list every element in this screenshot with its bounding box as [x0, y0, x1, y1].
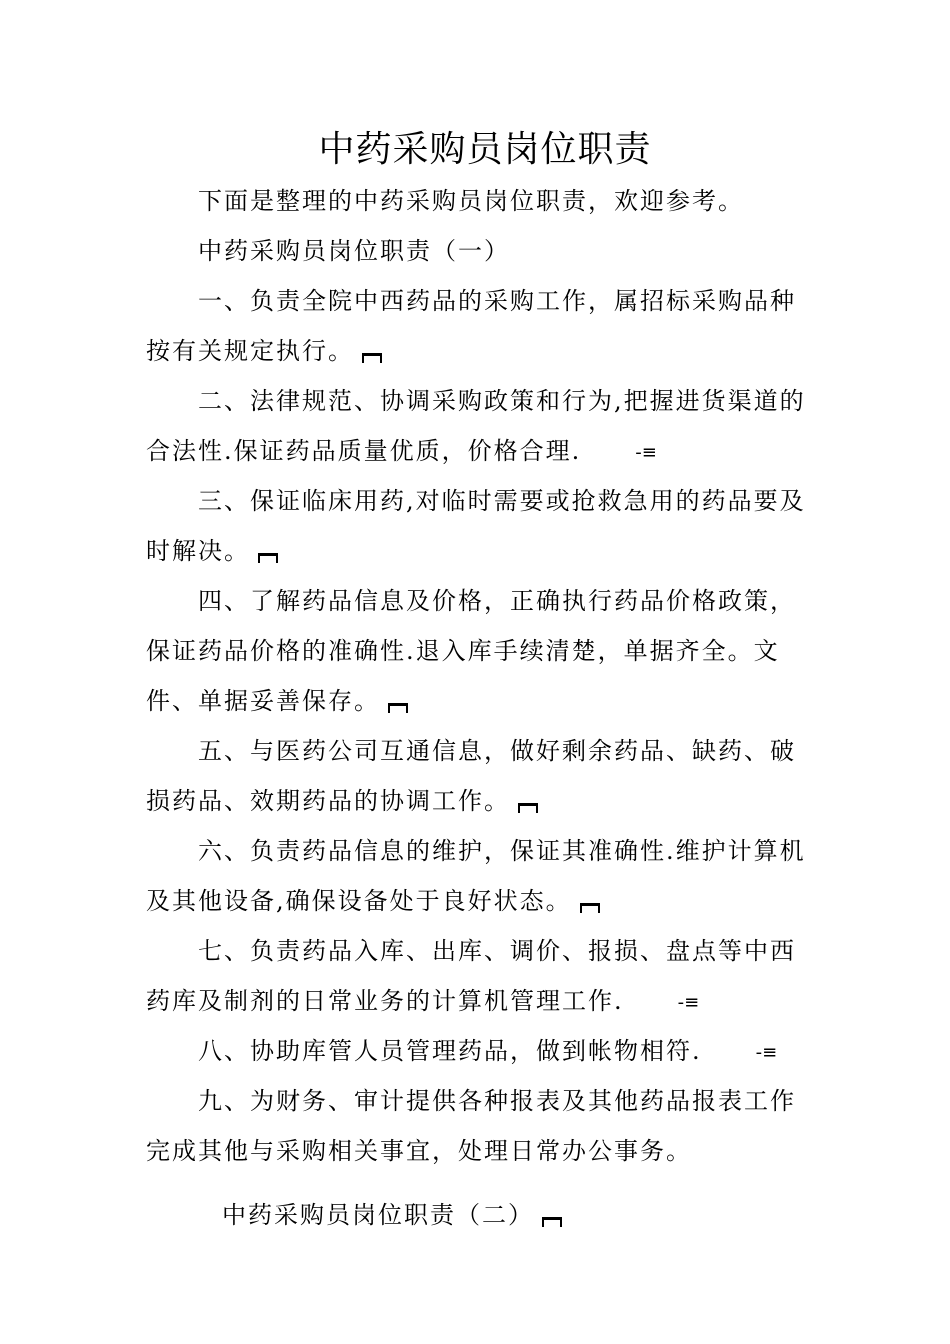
scan-mark-icon: -≡ [635, 442, 657, 463]
scan-mark-icon [362, 353, 382, 363]
intro-paragraph: 下面是整理的中药采购员岗位职责，欢迎参考。 [198, 187, 744, 215]
scan-mark-icon: -≡ [755, 1042, 778, 1063]
duty-item-7: 七、负责药品入库、出库、调价、报损、盘点等中西药库及制剂的日常业务的计算机管理工作. -≡ [146, 937, 796, 1015]
scan-mark-icon [580, 903, 600, 913]
scan-mark-icon [388, 703, 408, 713]
duty-item-6: 六、负责药品信息的维护，保证其准确性.维护计算机及其他设备,确保设备处于良好状态。 [146, 837, 806, 915]
scan-mark-icon [518, 803, 538, 813]
section-heading-2: 中药采购员岗位职责（二） [146, 1190, 810, 1240]
scan-mark-icon [542, 1217, 562, 1227]
duty-item-9: 九、为财务、审计提供各种报表及其他药品报表工作完成其他与采购相关事宜，处理日常办公事务。 [146, 1087, 796, 1165]
document-body [146, 176, 810, 1240]
duty-item-4: 四、了解药品信息及价格，正确执行药品价格政策，保证药品价格的准确性.退入库手续清楚，单据齐全。文件、单据妥善保存。 [146, 587, 796, 715]
scan-mark-icon [258, 553, 278, 563]
duty-item-8: 八、协助库管人员管理药品，做到帐物相符. -≡ [198, 1037, 778, 1065]
document-title: 中药采购员岗位职责 [318, 129, 652, 170]
duty-item-2: 二、法律规范、协调采购政策和行为,把握进货渠道的合法性.保证药品质量优质，价格合理. -≡ [146, 387, 806, 465]
duty-item-5: 五、与医药公司互通信息，做好剩余药品、缺药、破损药品、效期药品的协调工作。 [146, 737, 796, 815]
scan-mark-icon: -≡ [677, 992, 700, 1013]
duty-item-3: 三、保证临床用药,对临时需要或抢救急用的药品要及时解决。 [146, 487, 806, 565]
duty-item-1: 一、负责全院中西药品的采购工作，属招标采购品种按有关规定执行。 [146, 287, 796, 365]
section-heading-1: 中药采购员岗位职责（一） [198, 237, 510, 265]
